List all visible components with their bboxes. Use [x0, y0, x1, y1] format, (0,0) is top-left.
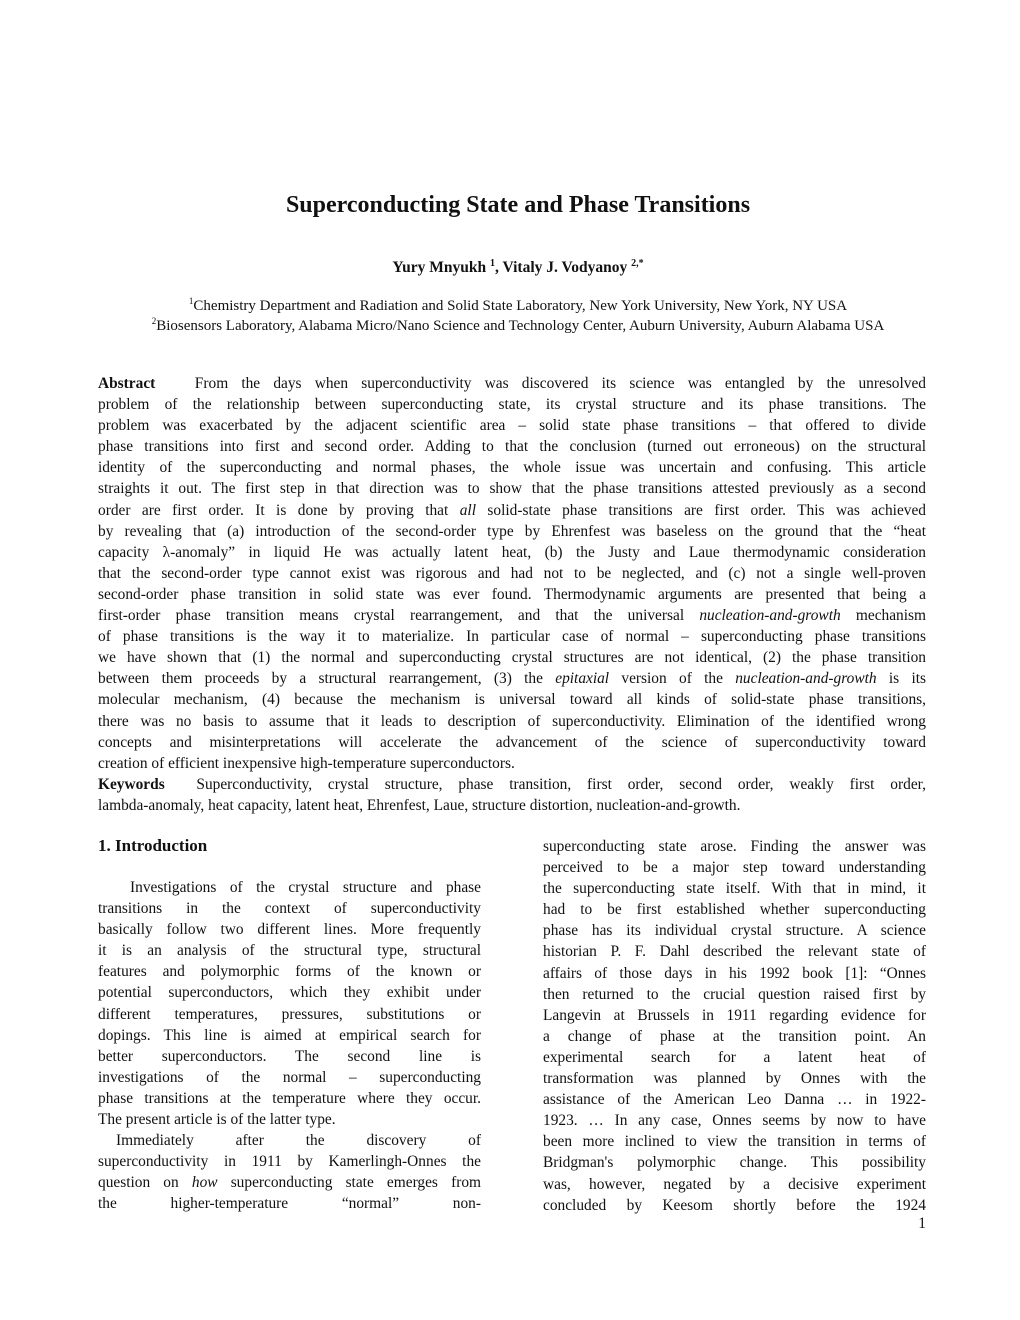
text-line	[98, 605, 926, 626]
text-line	[543, 1195, 926, 1216]
text-line	[98, 732, 926, 753]
text-run: straights it out. The first step in that direction was to show that the phase transitions attested previously as a second	[98, 480, 926, 498]
text-line	[98, 1109, 481, 1130]
text-run: assistance of the American Leo Danna … in 1922-	[543, 1091, 926, 1109]
text-run: been more inclined to view the transition in terms of	[543, 1133, 926, 1151]
emphasis: nucleation-and-growth	[735, 670, 877, 688]
text-line	[543, 836, 926, 857]
text-run: 1923. … In any case, Onnes seems by now to have	[543, 1112, 926, 1130]
text-run: capacity λ-anomaly” in liquid He was actually latent heat, (b) the Justy and Laue thermodynamic consideration	[98, 543, 926, 561]
text-line	[543, 984, 926, 1005]
text-run: first-order phase transition means crystal rearrangement, and that the universal	[98, 607, 700, 625]
text-line	[543, 1089, 926, 1110]
text-line	[98, 795, 926, 816]
text-run: superconducting state arose. Finding the answer was	[543, 838, 926, 855]
author-1-affiliation-mark: 1	[490, 258, 496, 269]
text-run: From the days when superconductivity was discovered its science was entangled by the unresolved	[155, 375, 926, 392]
text-run: the superconducting state itself. With that in mind, it	[543, 880, 926, 898]
text-line	[543, 941, 926, 962]
text-run: by revealing that (a) introduction of the second-order type by Ehrenfest was baseless on the ground that the “heat	[98, 522, 926, 540]
text-run: experimental search for a latent heat of	[543, 1048, 926, 1066]
text-run: second-order phase transition in solid state was ever found. Thermodynamic arguments are presented that being a	[98, 585, 926, 603]
text-run: dopings. This line is aimed at empirical search for	[98, 1026, 481, 1044]
emphasis: epitaxial	[555, 670, 610, 688]
text-run: solid-state phase transitions are first order. This was achieved	[475, 501, 926, 519]
text-run: between them proceeds by a structural rearrangement, (3) the	[98, 670, 556, 688]
text-line	[98, 415, 926, 436]
text-line	[98, 1193, 481, 1214]
affiliation-1	[0, 296, 1020, 315]
affiliation-mark: 2	[151, 316, 157, 326]
text-line	[98, 626, 926, 647]
text-line	[98, 1151, 481, 1172]
abstract	[98, 373, 926, 816]
page-number: 1	[918, 1215, 926, 1232]
text-line	[543, 920, 926, 941]
text-run: Superconductivity, crystal structure, phase transition, first order, second order, weakly first order,	[164, 775, 926, 793]
text-run: concepts and misinterpretations will accelerate the advancement of the science of superconductivity toward	[98, 733, 926, 751]
paper-title: Superconducting State and Phase Transitions	[285, 192, 751, 218]
text-line	[98, 919, 481, 940]
text-line	[543, 1047, 926, 1068]
text-line	[543, 899, 926, 920]
author-1: Yury Mnyukh	[392, 259, 491, 277]
text-run: mechanism	[840, 607, 926, 625]
text-line	[98, 1067, 481, 1088]
text-line	[98, 394, 926, 415]
text-line	[98, 457, 926, 478]
text-run: version of the	[609, 670, 736, 688]
text-run: different temperatures, pressures, substitutions or	[98, 1005, 481, 1023]
text-line	[98, 436, 926, 457]
author-2-affiliation-mark: 2,*	[631, 258, 644, 269]
text-line	[98, 1046, 481, 1067]
text-line	[543, 963, 926, 984]
text-run: Investigations of the crystal structure and phase	[130, 879, 481, 896]
section-heading: 1. Introduction	[98, 836, 208, 855]
text-run: transformation was planned by Onnes with the	[543, 1070, 926, 1088]
text-run: investigations of the normal – superconducting	[98, 1068, 481, 1086]
text-line	[98, 711, 926, 732]
text-line	[98, 668, 926, 689]
text-run: it is an analysis of the structural type, structural	[98, 942, 481, 960]
text-line	[98, 500, 926, 521]
affiliation-text: Biosensors Laboratory, Alabama Micro/Nano Science and Technology Center, Auburn University, Auburn Alabama USA	[156, 318, 885, 334]
text-line	[543, 1026, 926, 1047]
text-line	[98, 961, 481, 982]
text-run: features and polymorphic forms of the known or	[98, 963, 481, 981]
emphasis: nucleation-and-growth	[699, 607, 841, 625]
text-line	[98, 1172, 481, 1193]
text-run: Langevin at Brussels in 1911 regarding evidence for	[543, 1006, 926, 1024]
text-line	[98, 563, 926, 584]
text-line	[98, 647, 926, 668]
text-run: affairs of those days in his 1992 book [1]: “Onnes	[543, 964, 926, 982]
text-line	[543, 1131, 926, 1152]
left-column	[98, 877, 481, 1215]
text-line	[98, 373, 926, 394]
text-run: The present article is of the latter type.	[98, 1111, 336, 1129]
text-run: had to be first established whether superconducting	[543, 901, 926, 919]
text-run: order are first order. It is done by proving that	[98, 501, 460, 519]
text-line	[98, 521, 926, 542]
text-line	[98, 940, 481, 961]
text-run: then returned to the crucial question raised first by	[543, 985, 926, 1003]
text-line	[98, 753, 926, 774]
text-line	[98, 542, 926, 563]
text-run: is its	[876, 670, 926, 688]
text-line	[98, 1088, 481, 1109]
text-run: superconductivity in 1911 by Kamerlingh-Onnes the	[98, 1153, 481, 1171]
text-line	[543, 1174, 926, 1195]
text-run: lambda-anomaly, heat capacity, latent heat, Ehrenfest, Laue, structure distortion, nucleation-and-growth.	[98, 796, 741, 814]
text-line	[543, 1152, 926, 1173]
text-run: of phase transitions is the way it to materialize. In particular case of normal – superconducting phase transitions	[98, 628, 926, 646]
text-run: the higher-temperature “normal” non-	[98, 1195, 481, 1213]
text-line	[543, 857, 926, 878]
text-line	[543, 1110, 926, 1131]
emphasis: how	[191, 1174, 218, 1192]
affiliation-text: Chemistry Department and Radiation and Solid State Laboratory, New York University, New York, NY USA	[193, 298, 848, 314]
text-run: question on	[98, 1174, 192, 1192]
text-line	[98, 774, 926, 795]
text-run: concluded by Keesom shortly before the 1924	[543, 1196, 926, 1214]
emphasis: all	[459, 501, 476, 519]
text-run: transitions in the context of superconductivity	[98, 900, 481, 918]
text-line	[98, 478, 926, 499]
text-line	[98, 1004, 481, 1025]
text-run: there was no basis to assume that it leads to description of superconductivity. Elimination of the identified wrong	[98, 712, 926, 730]
text-run: we have shown that (1) the normal and superconducting crystal structures are not identical, (2) the phase transition	[98, 649, 926, 667]
text-line	[98, 982, 481, 1003]
affiliation-mark: 1	[188, 296, 194, 306]
text-line	[98, 877, 481, 898]
text-run: superconducting state emerges from	[217, 1174, 481, 1192]
text-run: basically follow two different lines. More frequently	[98, 921, 481, 939]
affiliation-2	[0, 316, 1020, 335]
text-line	[98, 898, 481, 919]
text-line	[543, 1068, 926, 1089]
text-run: phase has its individual crystal structure. A science	[543, 922, 926, 940]
text-line	[543, 1005, 926, 1026]
text-run: phase transitions at the temperature where they occur.	[98, 1089, 481, 1107]
text-line	[98, 584, 926, 605]
text-run: a change of phase at the transition point. An	[543, 1027, 926, 1045]
text-run: problem of the relationship between superconducting state, its crystal structure and its phase transitions. The	[98, 396, 926, 414]
text-line	[98, 1130, 481, 1151]
author-2: , Vitaly J. Vodyanoy	[495, 259, 632, 277]
text-run: was, however, negated by a decisive experiment	[543, 1175, 926, 1193]
author-line	[0, 258, 1020, 277]
text-line	[543, 878, 926, 899]
text-run: Bridgman's polymorphic change. This possibility	[543, 1154, 926, 1172]
bold-label: Keywords	[98, 775, 165, 793]
bold-label: Abstract	[98, 375, 156, 392]
text-run: better superconductors. The second line is	[98, 1047, 481, 1065]
text-run: historian P. F. Dahl described the relevant state of	[543, 943, 926, 961]
text-run: perceived to be a major step toward understanding	[543, 859, 926, 877]
text-run: creation of efficient inexpensive high-temperature superconductors.	[98, 754, 515, 772]
right-column	[543, 836, 926, 1216]
text-run: potential superconductors, which they exhibit under	[98, 984, 481, 1002]
text-line	[98, 689, 926, 710]
text-run: that the second-order type cannot exist was rigorous and had not to be neglected, and (c) not a single well-proven	[98, 564, 926, 582]
text-run: Immediately after the discovery of	[116, 1132, 481, 1150]
text-run: problem was exacerbated by the adjacent scientific area – solid state phase transitions – that offered to divide	[98, 417, 926, 435]
text-line	[98, 1025, 481, 1046]
text-run: phase transitions into first and second order. Adding to that the conclusion (turned out erroneous) on the structural	[98, 438, 926, 456]
text-run: molecular mechanism, (4) because the mechanism is universal toward all kinds of solid-state phase transitions,	[98, 691, 926, 709]
text-run: identity of the superconducting and normal phases, the whole issue was uncertain and confusing. This article	[98, 459, 926, 477]
